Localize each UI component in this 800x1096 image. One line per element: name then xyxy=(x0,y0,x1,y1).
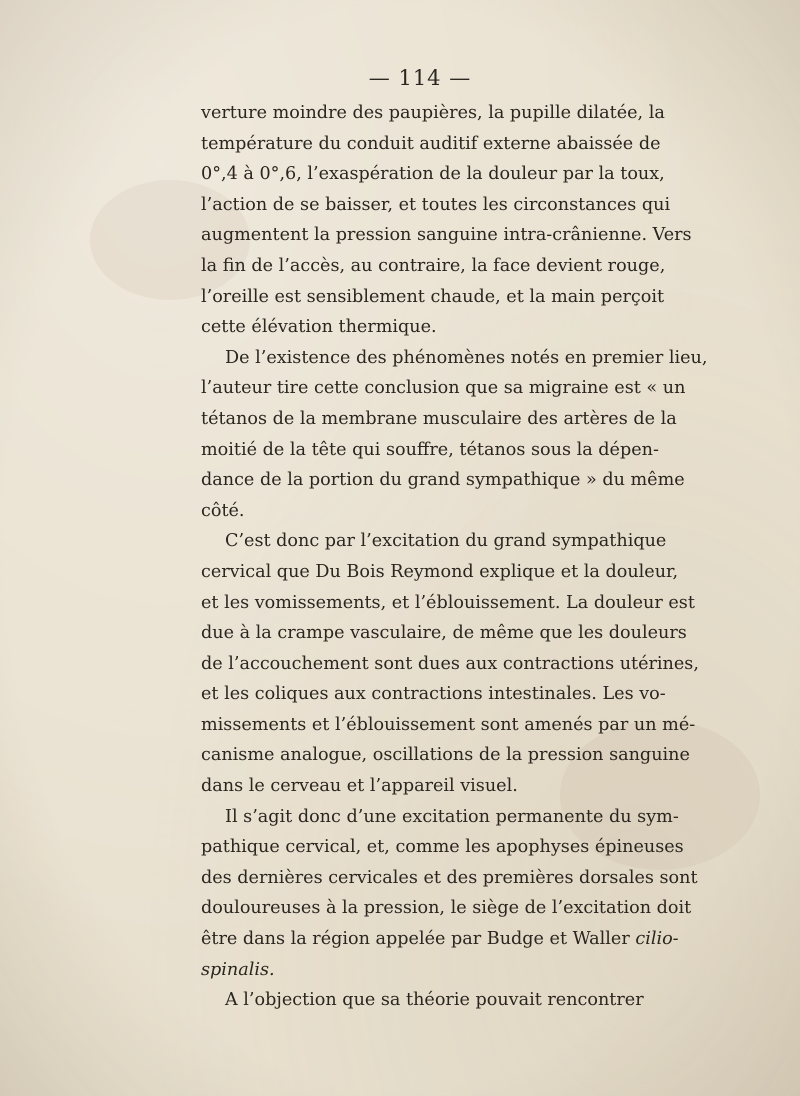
text-line: la fin de l’accès, au contraire, la face devient rouge, xyxy=(201,255,666,276)
text-line: cervical que Du Bois Reymond explique et la douleur, xyxy=(201,561,679,582)
text-line: côté. xyxy=(201,500,245,521)
text-line: dance de la portion du grand sympathique » du même xyxy=(201,470,685,491)
text-line: l’oreille est sensiblement chaude, et la main perçoit xyxy=(201,286,665,307)
text-segment: être dans la région appelée par Budge et Waller xyxy=(201,929,636,950)
text-line: l’auteur tire cette conclusion que sa migraine est « un xyxy=(201,378,686,399)
text-line: augmentent la pression sanguine intra-crânienne. Vers xyxy=(201,225,692,246)
text-line: l’action de se baisser, et toutes les circonstances qui xyxy=(201,194,671,215)
text-line xyxy=(201,924,679,955)
text-line: et les vomissements, et l’éblouissement. La douleur est xyxy=(201,592,695,613)
text-line: douloureuses à la pression, le siège de l’excitation doit xyxy=(201,898,692,919)
body-text xyxy=(201,98,708,1016)
text-line: et les coliques aux contractions intestinales. Les vo- xyxy=(201,684,666,705)
text-line: 0°,4 à 0°,6, l’exaspération de la douleur par la toux, xyxy=(201,164,665,185)
text-line: verture moindre des paupières, la pupille dilatée, la xyxy=(201,103,665,123)
text-line: des dernières cervicales et des premières dorsales sont xyxy=(201,867,698,888)
text-line: pathique cervical, et, comme les apophyses épineuses xyxy=(201,837,684,858)
text-line: De l’existence des phénomènes notés en premier lieu, xyxy=(225,347,708,368)
text-line xyxy=(201,955,643,986)
text-line: température du conduit auditif externe abaissée de xyxy=(201,133,661,154)
text-line: C’est donc par l’excitation du grand sympathique xyxy=(225,531,667,552)
text-line: dans le cerveau et l’appareil visuel. xyxy=(201,776,518,797)
text-line: cette élévation thermique. xyxy=(201,317,437,338)
text-line: due à la crampe vasculaire, de même que les douleurs xyxy=(201,623,687,644)
italic-term: spinalis. xyxy=(201,959,275,980)
text-line: moitié de la tête qui souffre, tétanos sous la dépen- xyxy=(201,439,659,460)
text-line: A l’objection que sa théorie pouvait rencontrer xyxy=(225,990,644,1011)
text-line: canisme analogue, oscillations de la pression sanguine xyxy=(201,745,690,766)
text-line: de l’accouchement sont dues aux contractions utérines, xyxy=(201,653,699,674)
page-number: — 114 — xyxy=(368,66,472,90)
text-line: missements et l’éblouissement sont amenés par un mé- xyxy=(201,714,696,735)
text-line: tétanos de la membrane musculaire des artères de la xyxy=(201,408,677,429)
italic-term: cilio- xyxy=(635,929,679,950)
text-line: Il s’agit donc d’une excitation permanente du sym- xyxy=(225,806,679,827)
